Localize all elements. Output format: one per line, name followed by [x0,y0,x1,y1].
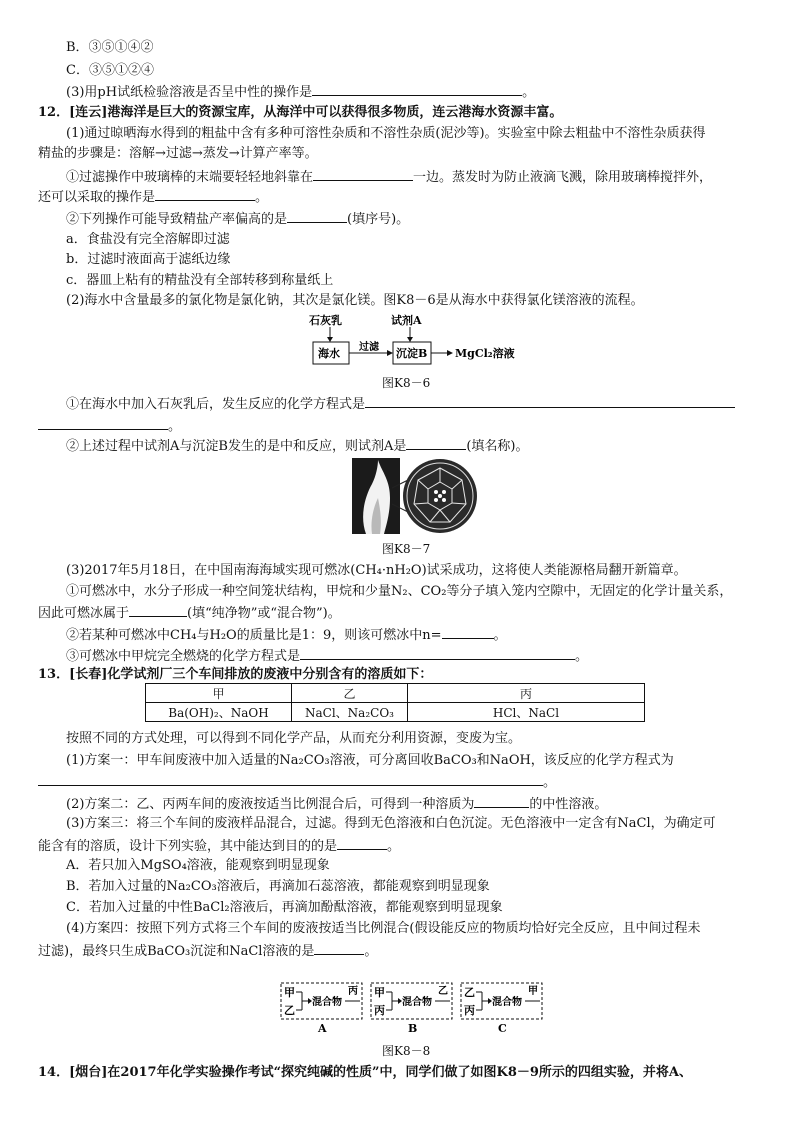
line-q12-filter-b: 还可以采取的操作是 。 [38,187,268,206]
option-b-line: B．若加入过量的Na₂CO₃溶液后，再滴加石蕊溶液，都能观察到明显现象 [66,879,490,894]
fig6-caption: 图K8－6 [382,376,431,390]
fig8-c-mix: 混合物 [492,997,522,1008]
table-header-cell: 丙 [408,684,645,703]
question-13-title: 13．[长春]化学试剂厂三个车间排放的废液中分别含有的溶质如下： [38,667,433,682]
line-ph-question: (3)用pH试纸检验溶液是否呈中性的操作是 。 [66,82,535,101]
line-q12-1b: 精盐的步骤是：溶解→过滤→蒸发→计算产率等。 [38,146,318,161]
option-c-line: c．器皿上粘有的精盐没有全部转移到称量纸上 [66,273,334,288]
fig8-caption: 图K8－8 [382,1044,431,1058]
line-q12-reagent: ②上述过程中试剂A与沉淀B发生的是中和反应，则试剂A是 (填名称)。 [66,436,529,455]
fig8-a-mix: 混合物 [312,997,342,1008]
line-q13-intro: 按照不同的方式处理，可以得到不同化学产品，从而充分利用资源，变废为宝。 [66,731,522,746]
table-header-cell: 甲 [146,684,292,703]
fig8-c-in2: 丙 [464,1004,475,1017]
table-cell: Ba(OH)₂、NaOH [146,703,292,722]
figure-k8-8-option-a [280,982,364,1036]
line-q12-yield: ②下列操作可能导致精盐产率偏高的是 (填序号)。 [66,209,409,228]
fig8-b-label: B [408,1022,418,1035]
fig6-reagent-label: 试剂A [391,314,422,327]
option-c-line: C．若加入过量的中性BaCl₂溶液后，再滴加酚酞溶液，都能观察到明显现象 [66,900,503,915]
fig6-lime-label: 石灰乳 [309,314,342,327]
line-q12-filter: ①过滤操作中玻璃棒的末端要轻轻地斜靠在 一边。蒸发时为防止液滴飞溅，除用玻璃棒搅拌外， [66,167,712,186]
line-q13-4: (4)方案四：按照下列方式将三个车间的废液按适当比例混合(假设能反应的物质均恰好完全反应，且中间过程未 [66,921,701,936]
solutes-table [145,683,645,722]
fig8-c-in1: 乙 [464,986,475,999]
table-row [146,703,645,722]
fig6-filter-label: 过滤 [359,342,379,353]
fig8-a-in1: 甲 [284,986,295,999]
line-option-b: B．③⑤①④② [66,40,154,55]
option-a-line: a．食盐没有完全溶解即过滤 [66,232,230,247]
table-header-cell: 乙 [292,684,408,703]
line-q12-eq: ①在海水中加入石灰乳后，发生反应的化学方程式是 [66,394,735,413]
line-option-c: C．③⑤①②④ [66,63,154,78]
line-q12-eq-b: 。 [38,416,181,435]
line-q13-3b: 能含有的溶质，设计下列实验，其中能达到目的的是 。 [38,836,400,855]
fig8-b-in2: 丙 [374,1004,385,1017]
fig6-product-label: MgCl₂溶液 [455,347,515,360]
figure-k8-8-option-c [460,982,544,1036]
line-q13-1b: 。 [38,772,556,791]
line-q13-3: (3)方案三：将三个车间的废液样品混合，过滤。得到无色溶液和白色沉淀。无色溶液中一定含有NaCl，为确定可 [66,816,716,831]
fig6-seawater-label: 海水 [318,347,340,360]
figure-k8-7-image [352,458,480,534]
fig8-a-in2: 乙 [284,1004,295,1017]
fig7-caption: 图K8－7 [382,542,431,556]
question-12-title: 12．[连云]港海洋是巨大的资源宝库，从海洋中可以获得很多物质，连云港海水资源丰富。 [38,105,563,120]
table-header-row [146,684,645,703]
figure-k8-6-flow [305,312,545,372]
option-b-line: b．过滤时液面高于滤纸边缘 [66,252,231,267]
line-q12-2: (2)海水中含量最多的氯化物是氯化钠，其次是氯化镁。图K8－6是从海水中获得氯化镁溶液的流程。 [66,293,644,308]
fig8-b-mix: 混合物 [402,997,432,1008]
fig8-b-add: 乙 [438,986,448,997]
option-a-line: A．若只加入MgSO₄溶液，能观察到明显现象 [66,858,330,873]
line-q12-3-2: ②若某种可燃冰中CH₄与H₂O的质量比是1：9，则该可燃冰中n= 。 [66,625,507,644]
fig8-b-in1: 甲 [374,986,385,999]
question-14-title: 14．[烟台]在2017年化学实验操作考试“探究纯碱的性质”中，同学们做了如图K8－9所示的四组实验，并将A、 [38,1065,693,1080]
fig8-c-label: C [498,1022,507,1035]
table-cell: NaCl、Na₂CO₃ [292,703,408,722]
line-q12-3-3: ③可燃冰中甲烷完全燃烧的化学方程式是 。 [66,646,588,665]
fig8-c-add: 甲 [528,986,538,997]
line-q12-3-1b: 因此可燃冰属于 (填“纯净物”或“混合物”)。 [38,603,341,622]
line-q12-1: (1)通过晾晒海水得到的粗盐中含有多种可溶性杂质和不溶性杂质(泥沙等)。实验室中除去粗盐中不溶性杂质获得 [66,126,706,141]
line-q12-3: (3)2017年5月18日，在中国南海海域实现可燃冰(CH₄·nH₂O)试采成功，这将使人类能源格局翻开新篇章。 [66,563,687,578]
line-q12-3-1: ①可燃冰中，水分子形成一种空间笼状结构，甲烷和少量N₂、CO₂等分子填入笼内空隙中，无固定的化学计量关系， [66,584,733,599]
line-q13-4b: 过滤)，最终只生成BaCO₃沉淀和NaCl溶液的是 。 [38,941,377,960]
line-q13-1: (1)方案一：甲车间废液中加入适量的Na₂CO₃溶液，可分离回收BaCO₃和NaOH，该反应的化学方程式为 [66,753,674,768]
fig8-a-add: 丙 [348,986,358,997]
fig6-precip-label: 沉淀B [396,347,428,360]
line-q13-2: (2)方案二：乙、丙两车间的废液按适当比例混合后，可得到一种溶质为 的中性溶液。 [66,794,607,813]
table-cell: HCl、NaCl [408,703,645,722]
figure-k8-8-option-b [370,982,454,1036]
fig8-a-label: A [318,1022,327,1035]
